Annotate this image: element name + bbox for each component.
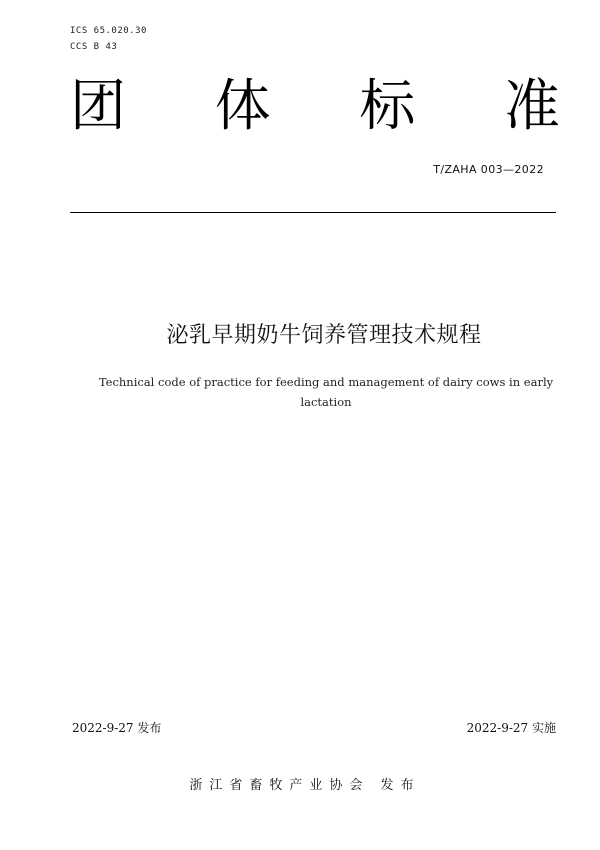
- english-title: Technical code of practice for feeding and management of dairy cows in early lactation: [98, 375, 554, 409]
- title-char-4: 准: [503, 74, 560, 139]
- title-char-1: 团: [70, 74, 126, 139]
- publication-date: 2022-9-27 发布: [72, 721, 162, 735]
- ics-code: ICS 65.020.30: [70, 26, 147, 36]
- publisher: 浙江省畜牧产业协会 发布: [189, 778, 421, 793]
- standard-number: T/ZAHA 003—2022: [433, 163, 544, 176]
- implementation-date: 2022-9-27 实施: [466, 721, 556, 735]
- ccs-code: CCS B 43: [70, 42, 118, 52]
- title-char-2: 体: [214, 74, 271, 139]
- chinese-title: 泌乳早期奶牛饲养管理技术规程: [166, 323, 482, 348]
- document-type-title: [70, 72, 560, 142]
- header-divider: [70, 212, 556, 213]
- title-char-3: 标: [359, 74, 416, 139]
